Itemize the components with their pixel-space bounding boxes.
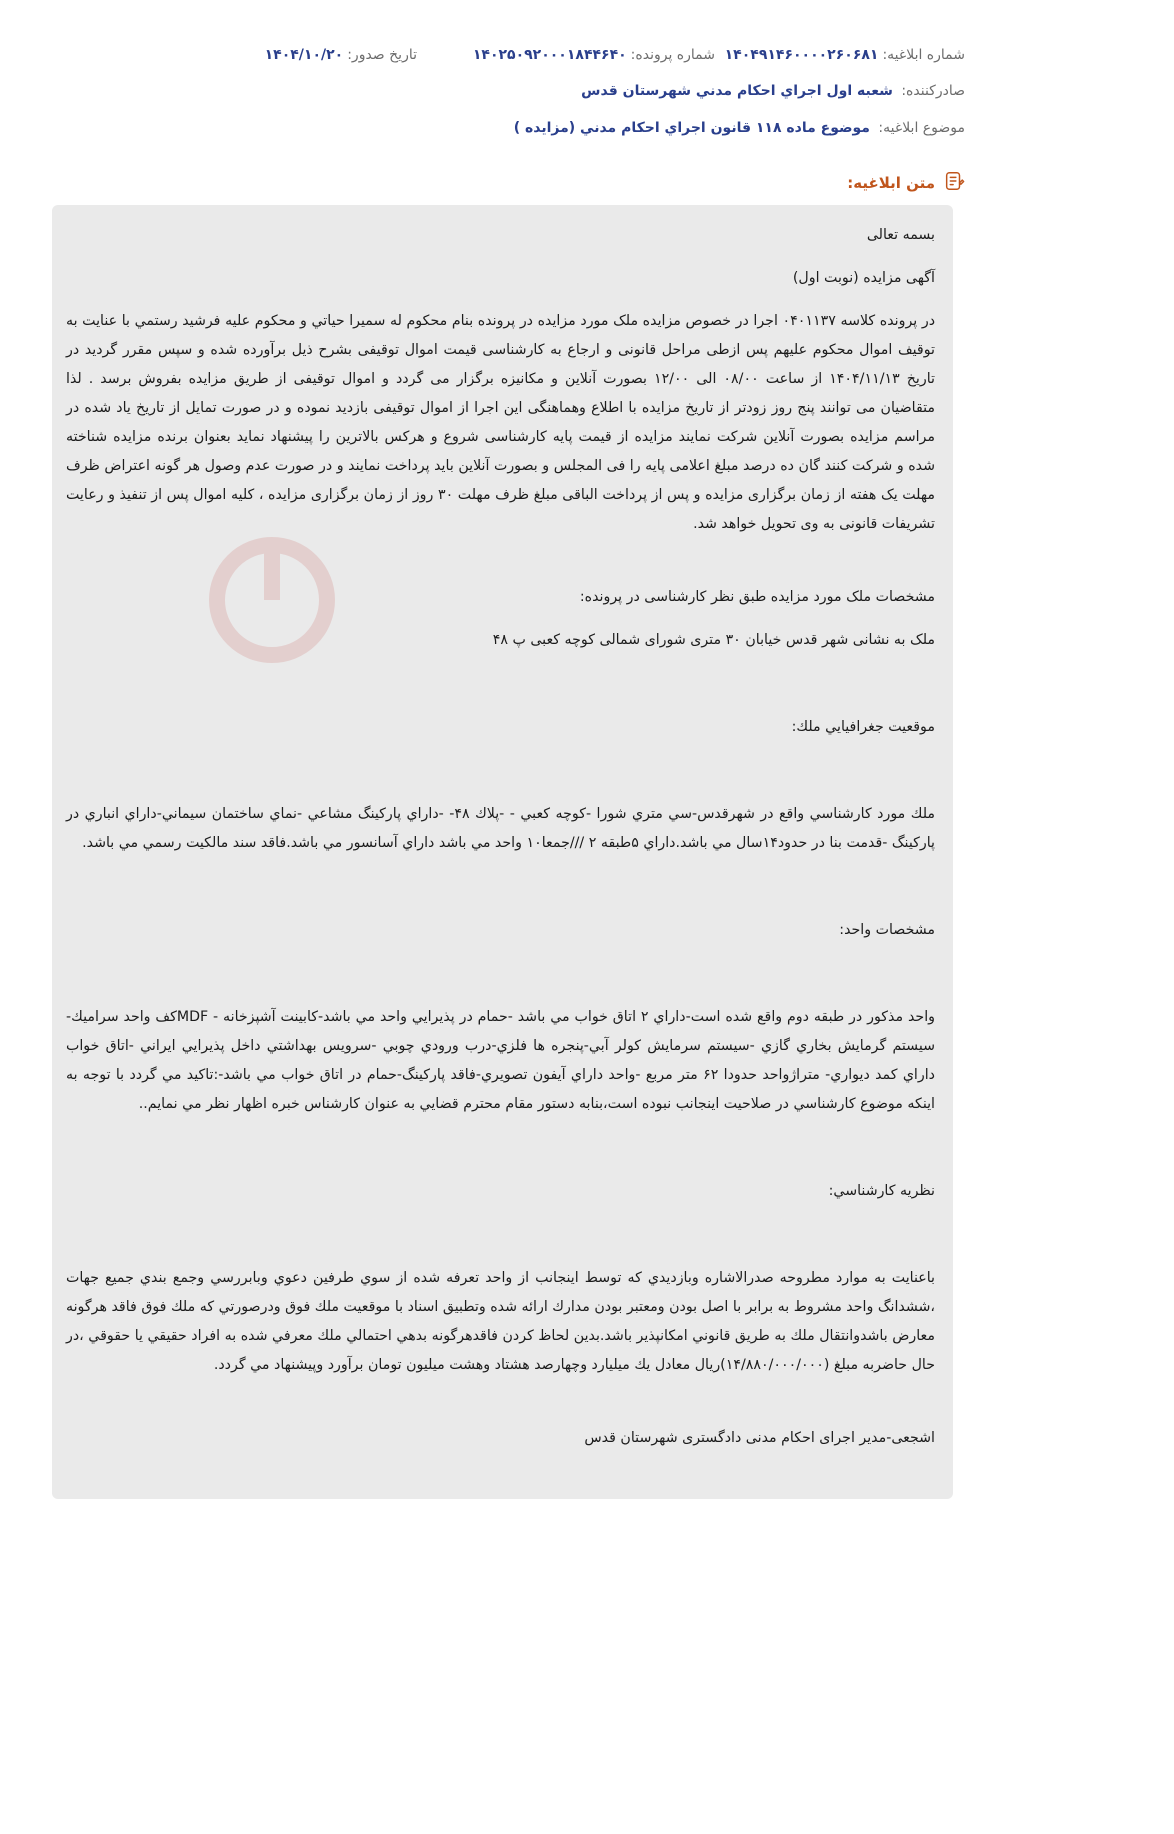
- issuer-label: صادرکننده:: [901, 83, 965, 99]
- subject-line: [514, 120, 965, 136]
- subject-label: موضوع ابلاغيه:: [878, 120, 965, 136]
- subject-value: موضوع ماده ۱۱۸ قانون اجراي احكام مدني (مزايده ): [513, 120, 870, 136]
- document-text-icon: [943, 170, 965, 196]
- expert-opinion-heading: نظريه كارشناسي:: [828, 1183, 935, 1199]
- notice-number: [715, 47, 965, 63]
- case-number: [417, 47, 715, 63]
- issue-date-value: ۱۴۰۴/۱۰/۲۰: [264, 47, 344, 63]
- heading-basmele: بسمه تعالی: [866, 227, 935, 243]
- unit-spec-paragraph: واحد مذكور در طبقه دوم واقع شده است-داراي ۲ اتاق خواب مي باشد -حمام در پذيرايي واحد مي باشد-كابينت آشپزخانه - MDFكف واحد سراميك-سيستم گرمايش بخاري گازي -سيستم سرمايش كولر آبي-پنجره ها فلزي-درب ورودي چوبي -سرويس بهداشتي داخل پذيرايي ايراني -اتاق خواب داراي كمد ديواري- متراژواحد حدودا ۶۲ متر مربع -واحد داراي آيفون تصويري-فاقد پاركينگ-حمام در اتاق خواب مي باشد-:تاكيد مي گردد با توجه به اينكه موضوع كارشناسي در صلاحيت اينجانب نبوده است،بنابه دستور مقام محترم قضايي به عنوان كارشناس خبره اظهار نظر مي نمايم..: [66, 1009, 935, 1112]
- case-number-label: شماره پرونده:: [630, 47, 715, 63]
- location-heading: موقعيت جغرافيايي ملك:: [791, 719, 935, 735]
- auction-main-paragraph: در پرونده کلاسه ۰۴۰۱۱۳۷ اجرا در خصوص مزایده ملک مورد مزایده در پرونده بنام محکوم له سمیرا حیاتي و محکوم علیه فرشید رستمي با عنایت به توقیف اموال محکوم علیهم پس ازطی مراحل قانونی و ارجاع به کارشناسی قیمت اموال توقیفی بشرح ذیل برآورده شده و سپس مقرر گردید در تاریخ ۱۴۰۴/۱۱/۱۳ از ساعت ۰۸/۰۰ الی ۱۲/۰۰ بصورت آنلاین و مکانیزه برگزار می گردد و اموال توقیفی از طریق مزایده بفروش برسد . لذا متقاضیان می توانند پنج روز زودتر از تاریخ مزایده با اطلاع وهماهنگی این اجرا از اموال توقیفی بازدید نموده و در صورت تمایل از تاریخ یاد شده در مراسم مزایده بصورت آنلاین شرکت نمایند مزایده از قیمت پایه کارشناسی شروع و هرکس بالاترین را پیشنهاد نماید بعنوان برنده مزایده شناخته شده و شرکت کنند گان ده درصد مبلغ اعلامی پایه را فی المجلس و بصورت آنلاین باید پرداخت نمایند و در صورت عدم وصول هر گونه اعتراض ظرف مهلت یک هفته از زمان برگزاری مزایده و پس از پرداخت الباقی مبلغ ظرف مهلت ۳۰ روز از زمان برگزاری مزایده ، کلیه اموال پس از تنفیذ و رعایت تشریفات قانونی به وی تحویل خواهد شد.: [66, 313, 936, 532]
- property-spec-heading: مشخصات ملک مورد مزایده طبق نظر کارشناسی در پرونده:: [579, 589, 935, 605]
- notice-body-box: [52, 205, 953, 1499]
- issue-date-label: تاريخ صدور:: [347, 47, 417, 63]
- signature-line: اشجعی-مدیر اجرای احکام مدنی دادگستری شهرستان قدس: [584, 1430, 935, 1446]
- location-paragraph: ملك مورد كارشناسي واقع در شهرقدس-سي متري شورا -كوچه كعبي - -پلاك ۴۸- -داراي پاركينگ مشاعي -نماي ساختمان سيماني-داراي انباري در پاركينگ -قدمت بنا در حدود۱۴سال مي باشد.داراي ۵طبقه ۲ ///جمعا۱۰ واحد مي باشد داراي آسانسور مي باشد.فاقد سند مالكيت رسمي مي باشد.: [66, 806, 935, 851]
- notice-text-title: متن ابلاغيه:: [847, 174, 935, 192]
- issuer-line: [581, 83, 965, 99]
- expert-opinion-paragraph: باعنايت به موارد مطروحه صدرالاشاره وبازديدي كه توسط اينجانب از واحد تعرفه شده از سوي طرفين دعوي وبابررسي وجمع بندي جميع جهات ،ششدانگ واحد مشروط به برابر با اصل بودن ومعتبر بودن مدارك ارائه شده وتطبيق اسناد با موقعيت ملك فوق ودرصورتي كه ملك فوق فاقد هرگونه معارض باشدوانتقال ملك به طريق قانوني امكانپذير باشد.بدين لحاظ كردن فاقدهرگونه بدهي احتمالي ملك معرفي شده به افراد حقيقي يا حقوقي ،در حال حاضربه مبلغ (۱۴/۸۸۰/۰۰۰/۰۰۰)ريال معادل يك ميليارد وچهارصد هشتاد وهشت ميليون تومان برآورد وپيشنهاد مي گردد.: [66, 1270, 935, 1373]
- unit-spec-heading: مشخصات واحد:: [839, 922, 935, 938]
- notice-body-text: [66, 221, 935, 1453]
- notice-number-value: ۱۴۰۴۹۱۴۶۰۰۰۰۲۶۰۶۸۱: [724, 47, 879, 63]
- notice-text-heading: [847, 170, 965, 196]
- issue-date: [265, 47, 417, 63]
- notice-number-label: شماره ابلاغيه:: [882, 47, 965, 63]
- notice-meta-row: [40, 47, 965, 63]
- auction-title: آگهی مزایده (نوبت اول): [792, 270, 935, 286]
- case-number-value: ۱۴۰۲۵۰۹۲۰۰۰۱۸۴۴۶۴۰: [472, 47, 627, 63]
- property-address: ملک به نشانی شهر قدس خیابان ۳۰ متری شورای شمالی کوچه کعبی پ ۴۸: [492, 632, 935, 648]
- issuer-value: شعبه اول اجراي احکام مدني شهرستان قدس: [581, 83, 893, 99]
